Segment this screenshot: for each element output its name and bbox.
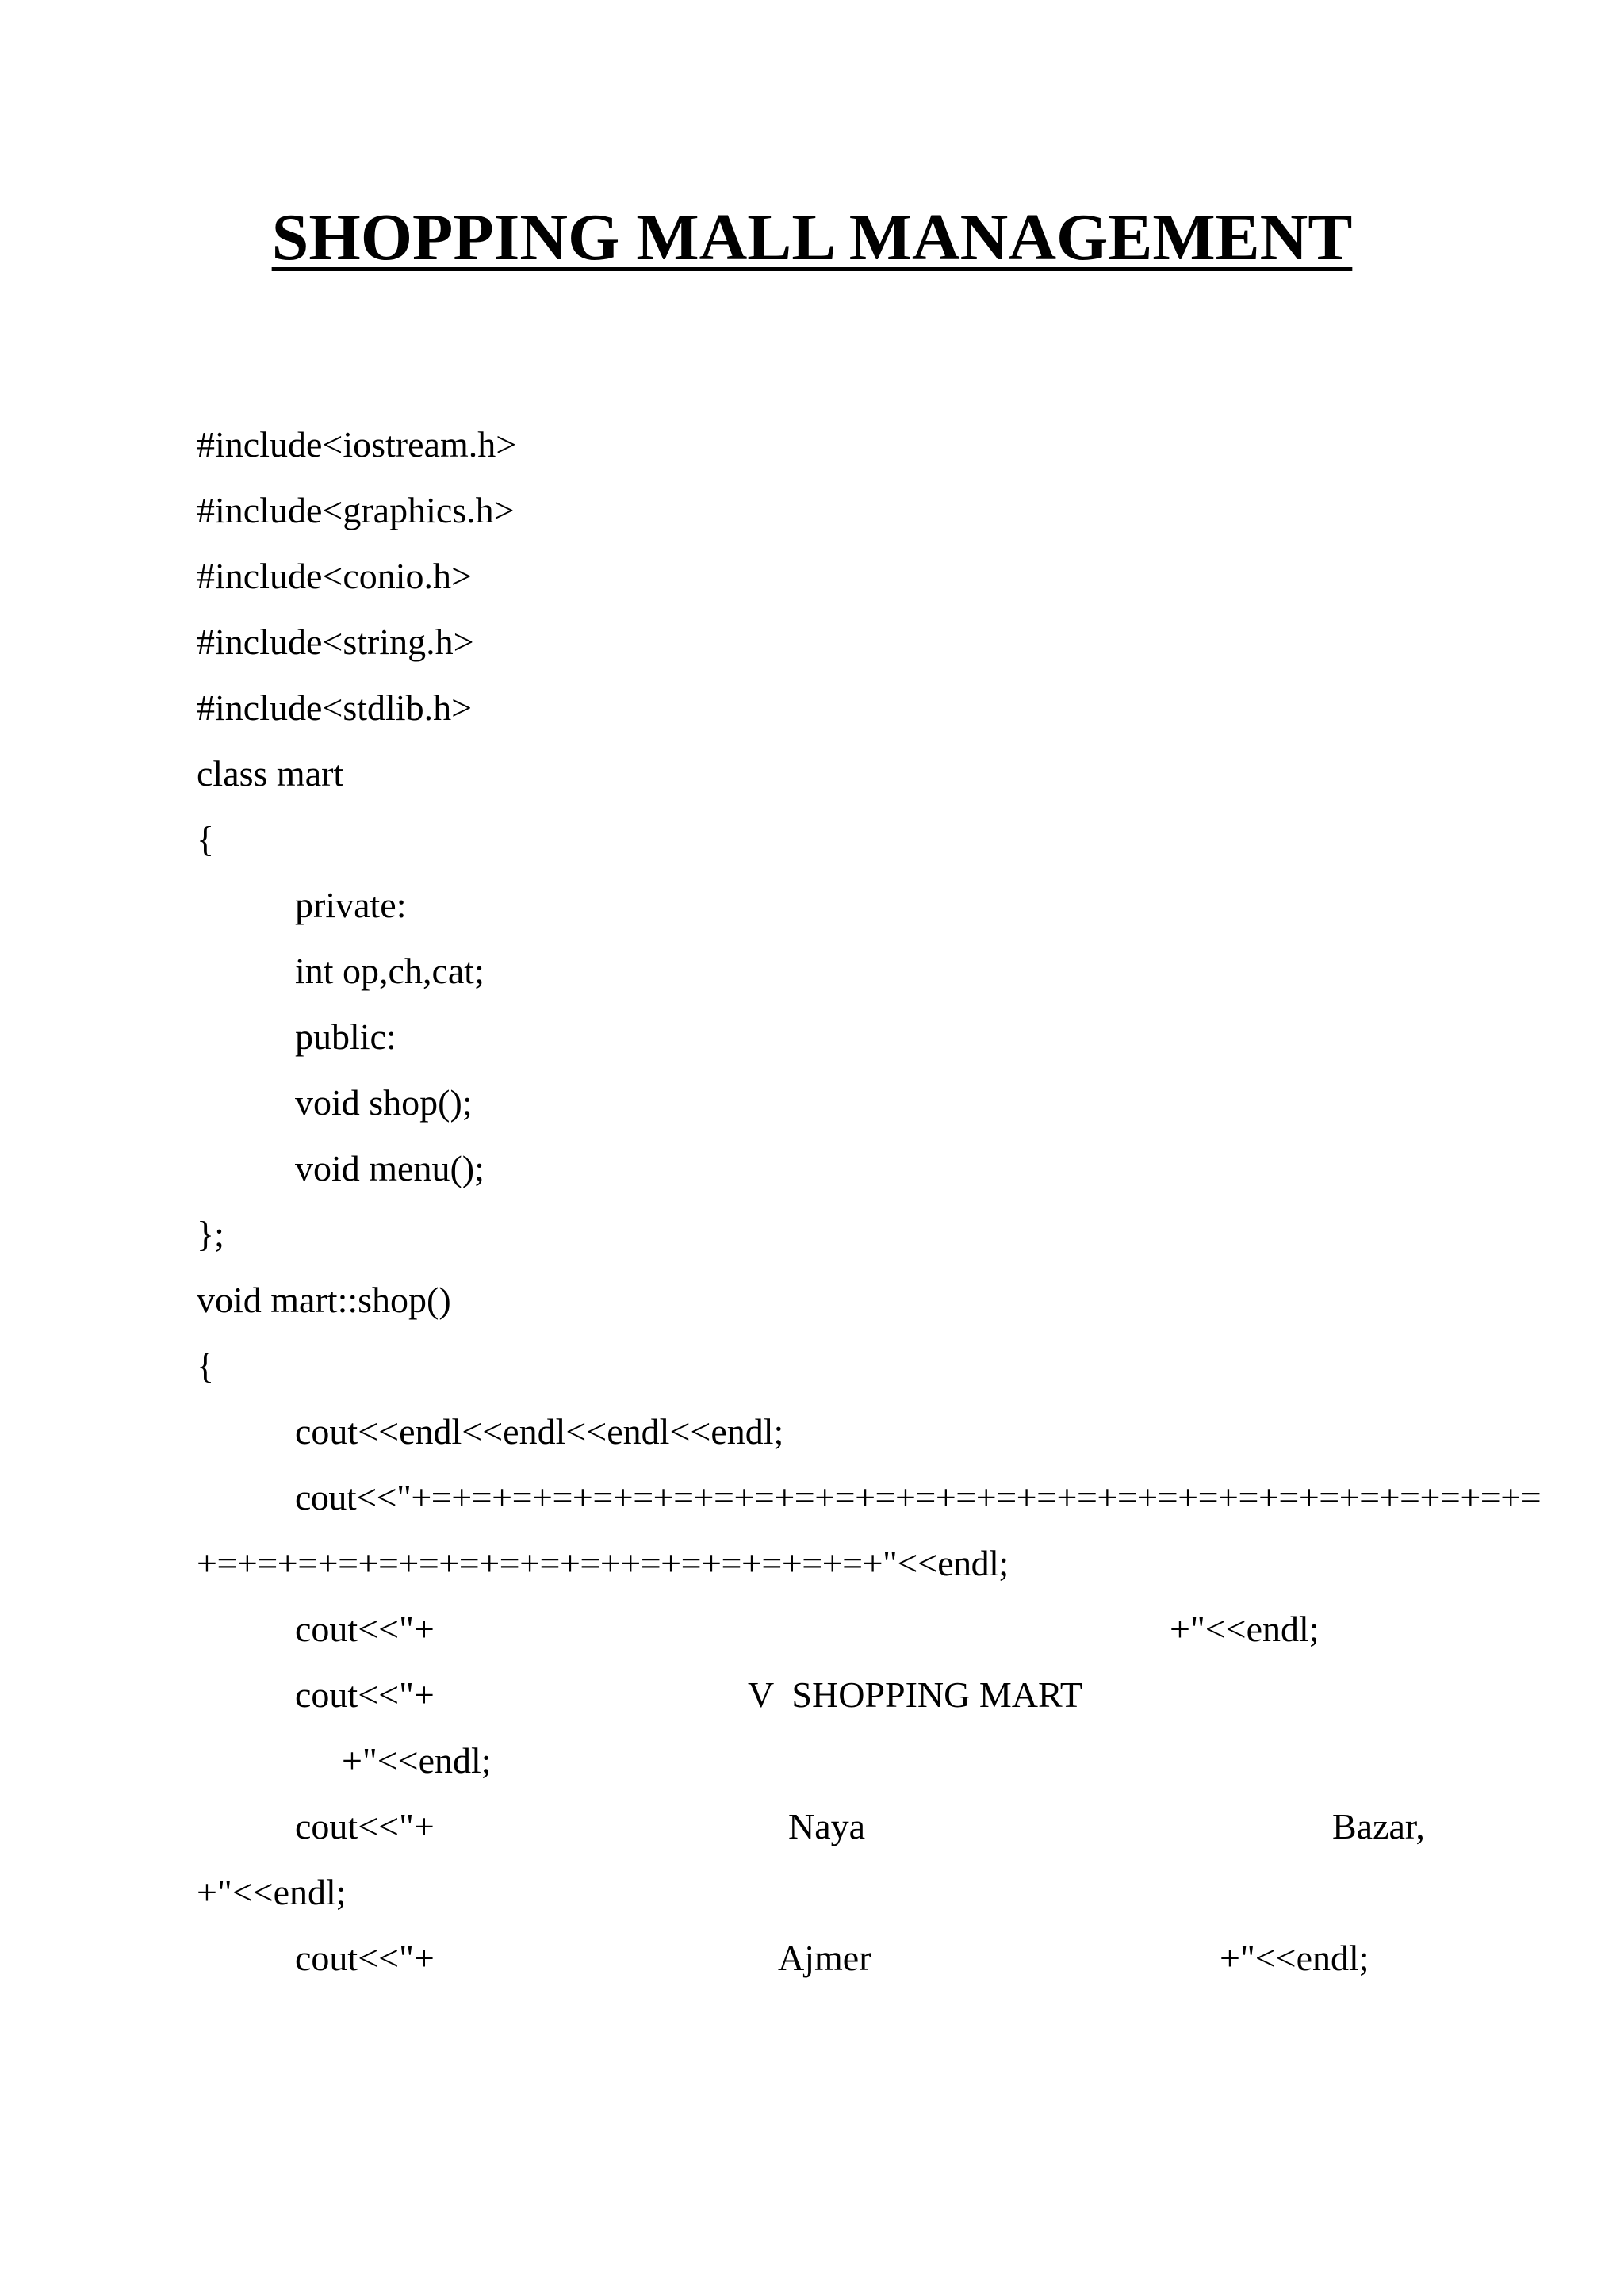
code-fragment: cout<<"+ bbox=[295, 1806, 435, 1846]
code-fragment: cout<<"+ bbox=[295, 1609, 435, 1649]
code-line: void menu(); bbox=[295, 1148, 485, 1188]
code-line: #include<stdlib.h> bbox=[197, 687, 473, 728]
code-line: #include<iostream.h> bbox=[197, 424, 517, 465]
code-line: public: bbox=[295, 1016, 396, 1057]
code-line: { bbox=[197, 1345, 215, 1386]
code-line: }; bbox=[197, 1214, 224, 1254]
code-fragment: V SHOPPING MART bbox=[748, 1674, 1082, 1715]
code-line: #include<graphics.h> bbox=[197, 490, 515, 530]
code-line: #include<string.h> bbox=[197, 622, 474, 662]
code-line: void mart::shop() bbox=[197, 1280, 451, 1320]
page-title bbox=[0, 198, 1624, 277]
code-fragment: cout<<"+ bbox=[295, 1938, 435, 1978]
code-fragment: Ajmer bbox=[778, 1938, 871, 1978]
code-fragment: cout<<"+ bbox=[295, 1674, 435, 1715]
code-line: private: bbox=[295, 885, 407, 925]
code-fragment: Bazar, bbox=[1332, 1806, 1425, 1846]
code-line: #include<conio.h> bbox=[197, 556, 472, 596]
page-title-text: SHOPPING MALL MANAGEMENT bbox=[271, 201, 1353, 274]
code-line: { bbox=[197, 819, 215, 859]
code-line: cout<<"+=+=+=+=+=+=+=+=+=+=+=+=+=+=+=+=+=+=+=+=+=+=+=+=+=+=+=+= bbox=[295, 1477, 1542, 1517]
code-fragment: Naya bbox=[788, 1806, 866, 1846]
code-line: int op,ch,cat; bbox=[295, 951, 485, 991]
code-line: void shop(); bbox=[295, 1082, 473, 1123]
code-line: +"<<endl; bbox=[197, 1872, 347, 1912]
code-fragment: +"<<endl; bbox=[1220, 1938, 1369, 1978]
code-fragment: +"<<endl; bbox=[1170, 1609, 1320, 1649]
code-line: cout<<endl<<endl<<endl<<endl; bbox=[295, 1411, 784, 1452]
code-line bbox=[197, 1936, 1434, 2158]
code-line: +"<<endl; bbox=[342, 1740, 492, 1781]
code-line: +=+=+=+=+=+=+=+=+=+=++=+=+=+=+=+=+"<<endl; bbox=[197, 1543, 1009, 1583]
code-line: class mart bbox=[197, 753, 344, 794]
